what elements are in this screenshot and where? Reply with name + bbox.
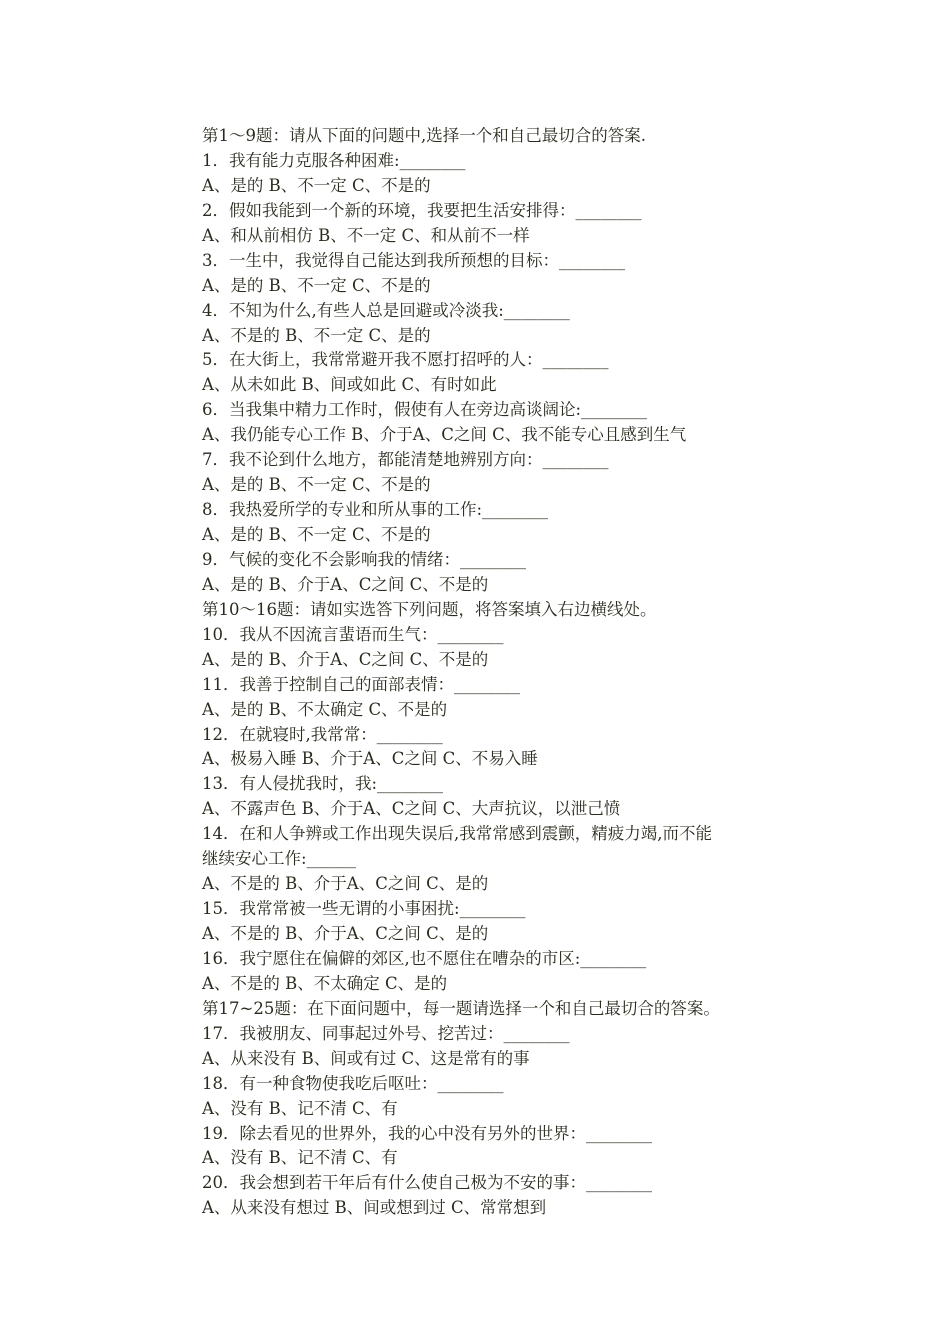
question-14: 14．在和人争辨或工作出现失误后,我常常感到震颤，精疲力竭,而不能 [202,824,712,844]
question-4: 4．不知为什么,有些人总是回避或冷淡我:________ [202,300,570,320]
question-17: 17．我被朋友、同事起过外号、挖苦过：________ [202,1023,570,1043]
options-20: A、从来没有想过 B、间或想到过 C、常常想到 [202,1198,547,1218]
question-11: 11．我善于控制自己的面部表情：________ [202,674,520,694]
section-heading: 第10～16题：请如实选答下列问题，将答案填入右边横线处。 [202,599,657,619]
question-16: 16．我宁愿住在偏僻的郊区,也不愿住在嘈杂的市区:________ [202,948,647,968]
question-7: 7．我不论到什么地方，都能清楚地辨别方向：________ [202,450,609,470]
options-17: A、从来没有 B、间或有过 C、这是常有的事 [202,1048,530,1068]
question-10: 10．我从不因流言蜚语而生气：________ [202,624,504,644]
question-13: 13．有人侵扰我时，我:________ [202,774,444,794]
options-2: A、和从前相仿 B、不一定 C、和从前不一样 [202,225,530,245]
options-3: A、是的 B、不一定 C、不是的 [202,275,431,295]
question-8: 8．我热爱所学的专业和所从事的工作:________ [202,500,549,520]
options-16: A、不是的 B、不太确定 C、是的 [202,973,448,993]
options-10: A、是的 B、介于A、C之间 C、不是的 [202,649,489,669]
options-14: A、不是的 B、介于A、C之间 C、是的 [202,874,489,894]
question-19: 19．除去看见的世界外，我的心中没有另外的世界：________ [202,1123,652,1143]
question-15: 15．我常常被一些无谓的小事困扰:________ [202,899,526,919]
questionnaire-text [202,124,812,1221]
options-5: A、从未如此 B、间或如此 C、有时如此 [202,375,497,395]
options-1: A、是的 B、不一定 C、不是的 [202,175,431,195]
options-9: A、是的 B、介于A、C之间 C、不是的 [202,574,489,594]
question-9: 9．气候的变化不会影响我的情绪：________ [202,549,526,569]
question-12: 12．在就寝时,我常常：________ [202,724,443,744]
question-20: 20．我会想到若干年后有什么使自己极为不安的事：________ [202,1173,652,1193]
options-18: A、没有 B、记不清 C、有 [202,1098,398,1118]
section-heading: 第17~25题：在下面问题中，每一题请选择一个和自己最切合的答案。 [202,998,720,1018]
options-19: A、没有 B、记不清 C、有 [202,1148,398,1168]
options-15: A、不是的 B、介于A、C之间 C、是的 [202,924,489,943]
options-11: A、是的 B、不太确定 C、不是的 [202,699,448,719]
options-12: A、极易入睡 B、介于A、C之间 C、不易入睡 [202,749,538,769]
question-2: 2．假如我能到一个新的环境，我要把生活安排得：________ [202,200,642,220]
options-7: A、是的 B、不一定 C、不是的 [202,475,431,495]
question-6: 6．当我集中精力工作时，假使有人在旁边高谈阔论:________ [202,400,648,420]
question-18: 18．有一种食物使我吃后呕吐：________ [202,1073,504,1093]
question-1: 1．我有能力克服各种困难:________ [202,150,466,170]
question-5: 5．在大街上，我常常避开我不愿打招呼的人：________ [202,350,609,370]
options-6: A、我仍能专心工作 B、介于A、C之间 C、我不能专心且感到生气 [202,425,687,445]
options-13: A、不露声色 B、介于A、C之间 C、大声抗议，以泄己愤 [202,799,621,819]
options-8: A、是的 B、不一定 C、不是的 [202,525,431,544]
question-3: 3．一生中，我觉得自己能达到我所预想的目标：________ [202,250,625,270]
section-heading: 第1～9题：请从下面的问题中,选择一个和自己最切合的答案. [202,126,646,145]
question-14-continued: 继续安心工作:______ [202,849,357,869]
options-4: A、不是的 B、不一定 C、是的 [202,325,431,345]
